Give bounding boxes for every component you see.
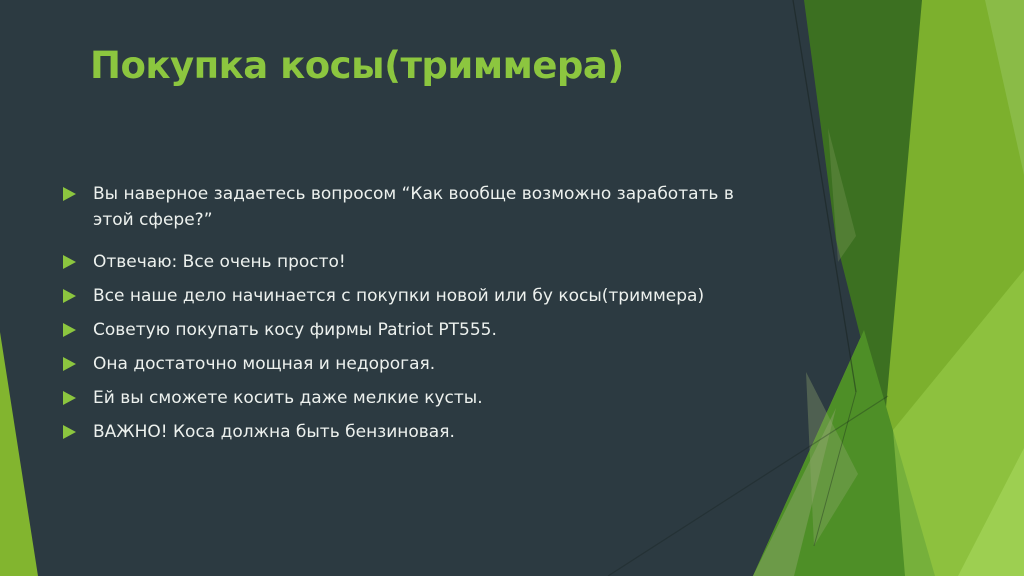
bullet-text: Отвечаю: Все очень просто! (93, 252, 346, 272)
triangle-right-icon (63, 187, 76, 201)
slide-title: Покупка косы(триммера) (90, 44, 624, 87)
bullet-item (63, 249, 775, 275)
bullet-text: Она достаточно мощная и недорогая. (93, 354, 436, 374)
bg-wedge-left (0, 332, 38, 576)
bullet-item (63, 283, 775, 309)
bullet-item (63, 351, 775, 377)
triangle-right-icon (63, 323, 76, 337)
triangle-right-icon (63, 425, 76, 439)
bullet-item (63, 385, 775, 411)
bullet-item (63, 181, 775, 233)
triangle-right-icon (63, 255, 76, 269)
bullet-text: Вы наверное задаетесь вопросом “Как вообще возможно заработать в этой сфере?” (93, 184, 734, 230)
bullet-list (63, 181, 775, 453)
triangle-right-icon (63, 391, 76, 405)
triangle-right-icon (63, 357, 76, 371)
bullet-text: Советую покупать косу фирмы Patriot PT555. (93, 320, 497, 340)
bullet-item (63, 317, 775, 343)
bullet-text: ВАЖНО! Коса должна быть бензиновая. (93, 422, 455, 442)
bullet-item (63, 419, 775, 445)
triangle-right-icon (63, 289, 76, 303)
bullet-text: Все наше дело начинается с покупки новой или бу косы(триммера) (93, 286, 705, 306)
bullet-text: Ей вы сможете косить даже мелкие кусты. (93, 388, 483, 408)
